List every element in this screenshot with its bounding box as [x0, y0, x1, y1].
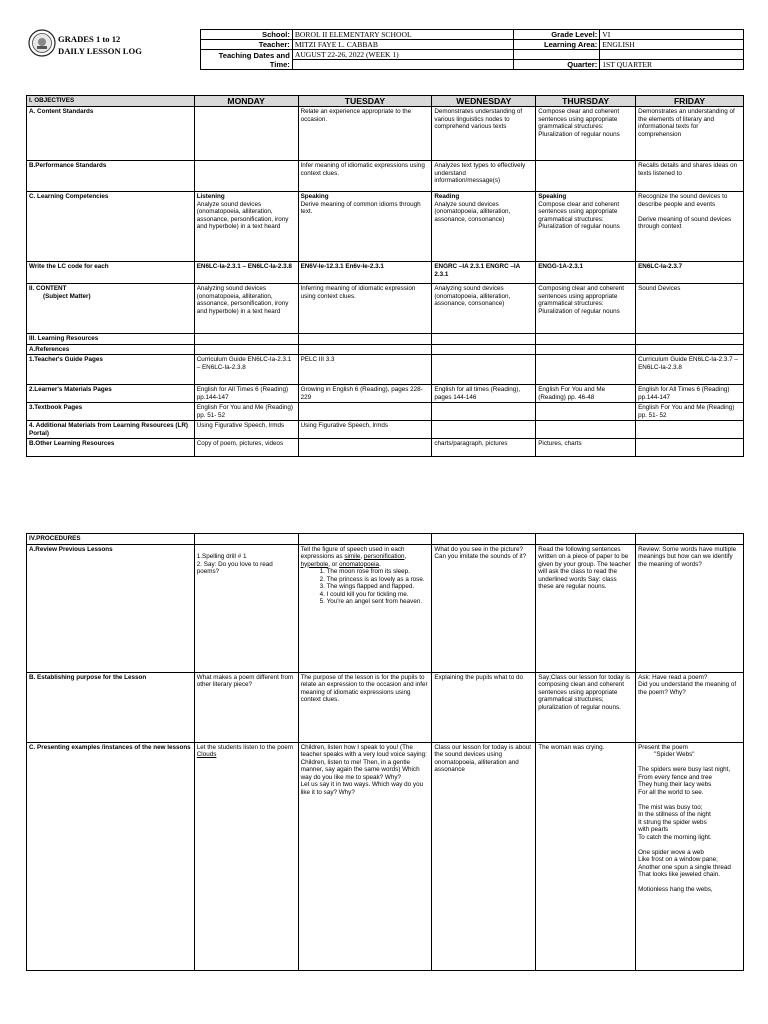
row-label: III. Learning Resources — [27, 334, 195, 345]
row-label: A. Content Standards — [27, 107, 195, 161]
cell: Using Figurative Speech, lrmds — [298, 421, 432, 439]
table-row — [27, 192, 744, 262]
row-label: C. Presenting examples /instances of the new lessons — [27, 742, 195, 970]
cell: Curriculum Guide EN6LC-Ia-2.3.1 – EN6LC-Ia-2.3.8 — [194, 355, 298, 385]
cell: English for All Times 6 (Reading) pp.144-147 — [194, 385, 298, 403]
cell: Using Figurative Speech, lrmds — [194, 421, 298, 439]
row-label: B.Other Learning Resources — [27, 439, 195, 457]
day-friday: FRIDAY — [636, 96, 744, 107]
teacher-value: MITZI FAYE L. CABBAB — [292, 40, 514, 50]
cell: Speaking Compose clear and coherent sentences using appropriate grammatical structures: Pluralization of regular nouns — [536, 192, 636, 262]
empty-value — [600, 50, 744, 60]
table-row — [27, 161, 744, 192]
row-label: 4. Additional Materials from Learning Resources (LR) Portal) — [27, 421, 195, 439]
procedures-heading: IV.PROCEDURES — [27, 534, 195, 545]
cell: Explaining the pupils what to do — [432, 672, 536, 742]
cell: Review: Some words have multiple meanings but how can we identify the meaning of words? — [636, 544, 744, 672]
cell: Demonstrates an understanding of the elements of literary and informational texts for comprehension — [636, 107, 744, 161]
row-label: 3.Textbook Pages — [27, 403, 195, 421]
cell: PELC III 3.3 — [298, 355, 432, 385]
cell: English for All Times 6 (Reading) pp.144-147 — [636, 385, 744, 403]
cell: 1.Spelling drill # 1 2. Say: Do you love to read poems? — [194, 544, 298, 672]
cell: EN6LC-Ia-2.3.7 — [636, 262, 744, 284]
area-label: Learning Area: — [514, 40, 600, 50]
cell: Read the following sentences written on a piece of paper to be given by your group. The teacher will ask the class to read the underlined words Say: class these are regular nouns. — [536, 544, 636, 672]
cell: Pictures, charts — [536, 439, 636, 457]
cell — [194, 161, 298, 192]
table-row — [27, 544, 744, 672]
cell: Compose clear and coherent sentences using appropriate grammatical structures: Pluralization of regular nouns — [536, 107, 636, 161]
cell: Inferring meaning of idiomatic expression using context clues. — [298, 284, 432, 334]
time-value — [292, 60, 514, 70]
cell: Demonstrates understanding of various linguistics nodes to comprehend various texts — [432, 107, 536, 161]
dates-label: Teaching Dates and Time: — [201, 50, 293, 70]
cell: The purpose of the lesson is for the pupils to relate an expression to the occasion and infer meaning of idiomatic expressions using context clues. — [298, 672, 432, 742]
cell: ENGRC –IA 2.3.1 ENGRC –IA 2.3.1 — [432, 262, 536, 284]
cell: Say;Class our lesson for today is composing clean and coherent sentences using appropriate grammatical structures; pluralization of regular nouns. — [536, 672, 636, 742]
cell: Children, listen how I speak to you! (The teacher speaks with a very loud voice saying: Children, listen to me! Then, in a gentle manner, say again the same words) Which way do you like me to speak? Why? Let us say it in two ways. Which way do you like it to say? Why? — [298, 742, 432, 970]
table-row — [27, 385, 744, 403]
cell: Composing clear and coherent sentences using appropriate grammatical structures: Pluralization of regular nouns — [536, 284, 636, 334]
deped-seal-icon — [28, 29, 56, 57]
day-tuesday: TUESDAY — [298, 96, 432, 107]
quarter-value: 1ST QUARTER — [600, 60, 744, 70]
cell: Let the students listen to the poem Clouds — [194, 742, 298, 970]
cell: Infer meaning of idiomatic expressions using context clues. — [298, 161, 432, 192]
day-wednesday: WEDNESDAY — [432, 96, 536, 107]
table-row — [27, 344, 744, 355]
row-label: 2.Learner's Materials Pages — [27, 385, 195, 403]
list-item: 5. You're an angel sent from heaven. — [327, 598, 430, 606]
cell: Analyzes text types to effectively understand information/message(s) — [432, 161, 536, 192]
objectives-heading: I. OBJECTIVES — [27, 96, 195, 107]
cell — [536, 161, 636, 192]
table-row — [27, 355, 744, 385]
empty-label — [514, 50, 600, 60]
log-title: GRADES 1 to 12 DAILY LESSON LOG — [58, 34, 142, 56]
procedures-table — [26, 533, 744, 971]
cell: ENGG-1A-2.3.1 — [536, 262, 636, 284]
list-item: 2. The princess is as lovely as a rose. — [327, 576, 430, 584]
table-row — [27, 439, 744, 457]
table-row — [27, 403, 744, 421]
cell — [432, 355, 536, 385]
row-label: A.Review Previous Lessons — [27, 544, 195, 672]
cell — [194, 107, 298, 161]
table-row — [27, 107, 744, 161]
list-item: 3. The wings flapped and flapped. — [327, 583, 430, 591]
cell: Ask: Have read a poem? Did you understand the meaning of the poem? Why? — [636, 672, 744, 742]
school-value: BOROL II ELEMENTARY SCHOOL — [292, 30, 514, 40]
cell: Relate an experience appropriate to the occasion. — [298, 107, 432, 161]
cell: English For You and Me (Reading) pp. 51- 52 — [636, 403, 744, 421]
cell: Reading Analyze sound devices (onomatopoeia, alliteration, assonance, consonance) — [432, 192, 536, 262]
row-label: B.Performance Standards — [27, 161, 195, 192]
cell: English for all times (Reading), pages 144-146 — [432, 385, 536, 403]
cell: English For You and Me (Reading) pp. 46-48 — [536, 385, 636, 403]
cell: What do you see in the picture? Can you imitate the sounds of it? — [432, 544, 536, 672]
poem-cell: Present the poem "Spider Webs" The spiders were busy last night, From every fence and tree They hung their lacy webs For all the world to see. The mist was busy too; In the stillness of the night It strung the spider webs with pearls To catch the morning light. One spider wove a web Like frost on a window pane; Another one spun a single thread That looks like jeweled chain. Motionless hang the webs, — [636, 742, 744, 970]
row-label: C. Learning Competencies — [27, 192, 195, 262]
cell: What makes a poem different from other literary piece? — [194, 672, 298, 742]
cell: The woman was crying. — [536, 742, 636, 970]
row-label: A.References — [27, 344, 195, 355]
day-monday: MONDAY — [194, 96, 298, 107]
cell: Analyzing sound devices (onomatopoeia, alliteration, assonance, personification, irony and hyperbole) in a text heard — [194, 284, 298, 334]
school-label: School: — [201, 30, 293, 40]
quarter-label: Quarter: — [514, 60, 600, 70]
cell: Listening Analyze sound devices (onomatopoeia, alliteration, assonance, personification, irony and hyperbole) in a text heard — [194, 192, 298, 262]
teacher-label: Teacher: — [201, 40, 293, 50]
table-row — [27, 262, 744, 284]
cell: Class our lesson for today is about the sound devices using onomatopoeia, alliteration and assonance — [432, 742, 536, 970]
cell: English For You and Me (Reading) pp. 51- 52 — [194, 403, 298, 421]
school-info-table — [200, 29, 744, 70]
day-thursday: THURSDAY — [536, 96, 636, 107]
cell: Tell the figure of speech used in each expressions as simile, personification, hyperbole, or onomatopoeia. 1. The moon rose from its sleep. 2. The princess is as lovely as a rose. 3. The wings flapped and flapped. 4. I could kill you for tickling me. 5. You're an angel sent from heaven. — [298, 544, 432, 672]
cell: Curriculum Guide EN6LC-Ia-2.3.7 – EN6LC-Ia-2.3.8 — [636, 355, 744, 385]
cell: Speaking Derive meaning of common idioms through text. — [298, 192, 432, 262]
cell: Recalls details and shares ideas on texts listened to — [636, 161, 744, 192]
cell — [536, 355, 636, 385]
table-row — [27, 742, 744, 970]
cell: charts/paragraph, pictures — [432, 439, 536, 457]
list-item: 4. I could kill you for tickling me. — [327, 591, 430, 599]
objectives-table — [26, 95, 744, 457]
row-label: II. CONTENT (Subject Matter) — [27, 284, 195, 334]
table-row — [27, 672, 744, 742]
cell: Analyzing sound devices (onomatopoeia, alliteration, assonance, consonance) — [432, 284, 536, 334]
cell: Growing in English 6 (Reading), pages 228-229 — [298, 385, 432, 403]
grade-label: Grade Level: — [514, 30, 600, 40]
table-row — [27, 421, 744, 439]
grade-value: VI — [600, 30, 744, 40]
row-label: Write the LC code for each — [27, 262, 195, 284]
cell: EN6V-Ie-12.3.1 En6v-Ie-2.3.1 — [298, 262, 432, 284]
cell: EN6LC-Ia-2.3.1 – EN6LC-Ia-2.3.8 — [194, 262, 298, 284]
list-item: 1. The moon rose from its sleep. — [327, 568, 430, 576]
row-label: 1.Teacher's Guide Pages — [27, 355, 195, 385]
dates-value: AUGUST 22-26, 2022 (WEEK 1) — [292, 50, 514, 60]
cell: Copy of poem, pictures, videos — [194, 439, 298, 457]
area-value: ENGLISH — [600, 40, 744, 50]
table-row — [27, 334, 744, 345]
table-row — [27, 284, 744, 334]
row-label: B. Establishing purpose for the Lesson — [27, 672, 195, 742]
cell: Sound Devices — [636, 284, 744, 334]
cell: Recognize the sound devices to describe people and events Derive meaning of sound devices through context — [636, 192, 744, 262]
